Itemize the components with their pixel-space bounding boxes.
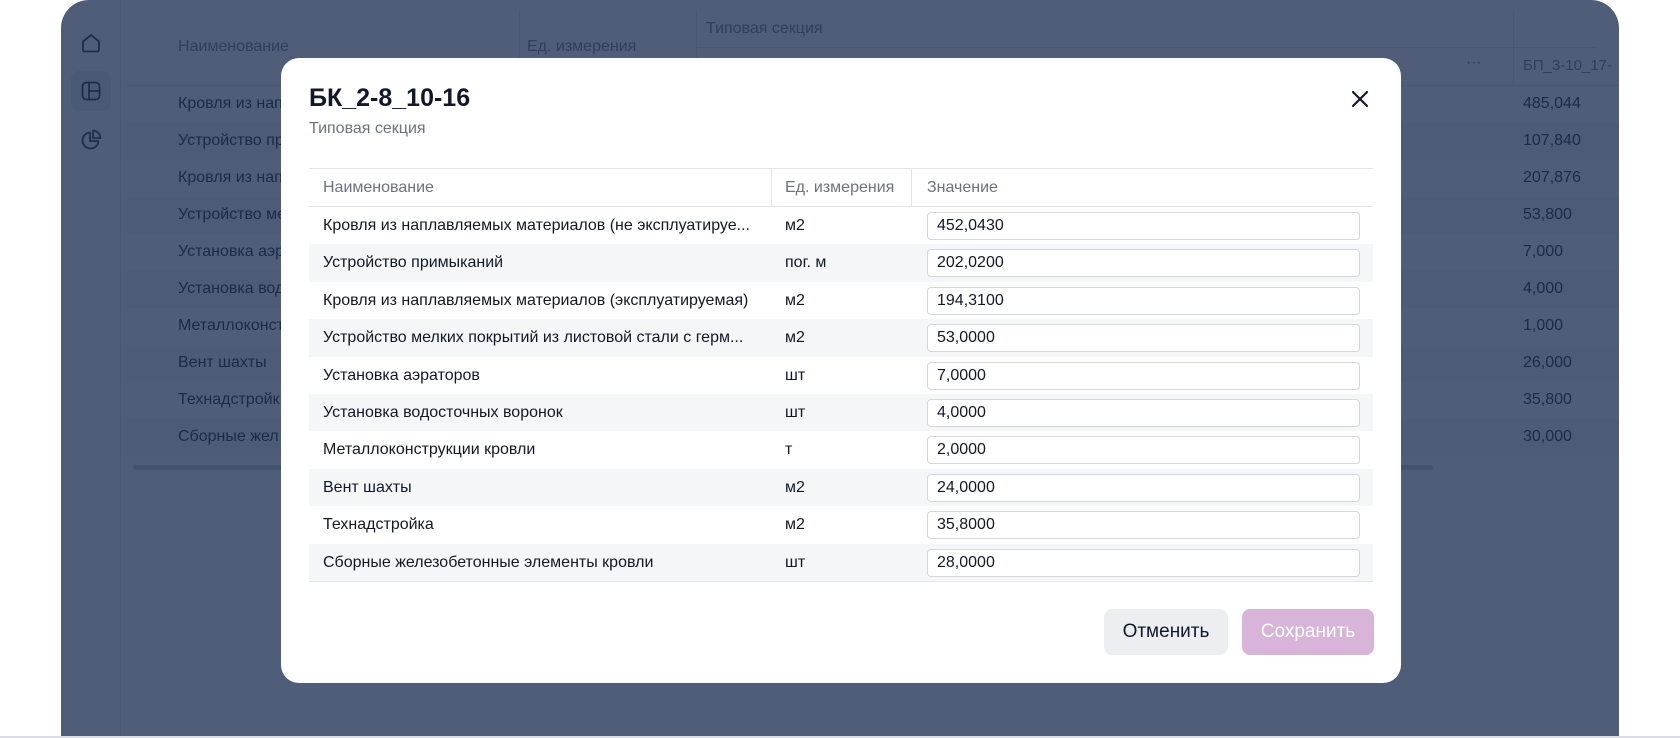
column-header-value: Значение — [927, 179, 998, 196]
table-row — [309, 207, 1373, 244]
table-row — [309, 544, 1373, 581]
row-unit: пог. м — [785, 254, 827, 272]
modal-subtitle: Типовая секция — [309, 120, 426, 137]
column-header-unit: Ед. измерения — [785, 179, 895, 196]
row-unit: шт — [785, 403, 806, 421]
values-table — [309, 168, 1373, 582]
table-row — [309, 469, 1373, 506]
row-name: Технадстройка — [323, 516, 434, 534]
row-name: Вент шахты — [323, 478, 412, 496]
close-icon — [1350, 89, 1370, 109]
row-unit: шт — [785, 366, 806, 384]
row-name: Установка аэраторов — [323, 366, 480, 384]
table-row — [309, 319, 1373, 356]
table-row — [309, 394, 1373, 431]
column-header-name: Наименование — [323, 179, 434, 196]
column-separator — [771, 169, 772, 207]
table-row — [309, 431, 1373, 468]
value-input[interactable] — [927, 212, 1360, 240]
row-unit: т — [785, 441, 793, 459]
row-unit: м2 — [785, 291, 805, 309]
row-name: Сборные железобетонные элементы кровли — [323, 553, 654, 571]
row-unit: м2 — [785, 516, 805, 534]
row-unit: м2 — [785, 478, 805, 496]
row-unit: м2 — [785, 217, 805, 234]
cancel-button[interactable]: Отменить — [1104, 609, 1228, 655]
value-input[interactable] — [927, 511, 1360, 539]
value-input[interactable] — [927, 287, 1360, 315]
value-input[interactable] — [927, 324, 1360, 352]
row-name: Устройство примыканий — [323, 254, 504, 272]
modal-title: БК_2-8_10-16 — [309, 84, 471, 112]
value-input[interactable] — [927, 436, 1360, 464]
close-button[interactable] — [1345, 84, 1375, 114]
value-input[interactable] — [927, 362, 1360, 390]
row-name: Установка водосточных воронок — [323, 403, 563, 421]
table-row — [309, 357, 1373, 394]
row-name: Устройство мелких покрытий из листовой стали с герм... — [323, 329, 744, 347]
row-name: Кровля из наплавляемых материалов (не эксплуатируе... — [323, 217, 750, 234]
table-row — [309, 282, 1373, 319]
value-input[interactable] — [927, 474, 1360, 502]
values-table-header — [309, 169, 1373, 207]
edit-section-modal — [281, 58, 1401, 683]
row-unit: шт — [785, 553, 806, 571]
value-input[interactable] — [927, 249, 1360, 277]
column-separator — [911, 169, 912, 207]
row-name: Кровля из наплавляемых материалов (эксплуатируемая) — [323, 291, 749, 309]
value-input[interactable] — [927, 549, 1360, 577]
save-button[interactable]: Сохранить — [1242, 609, 1374, 655]
table-row — [309, 506, 1373, 543]
table-row — [309, 244, 1373, 281]
row-name: Металлоконструкции кровли — [323, 441, 536, 459]
row-unit: м2 — [785, 329, 805, 347]
value-input[interactable] — [927, 399, 1360, 427]
